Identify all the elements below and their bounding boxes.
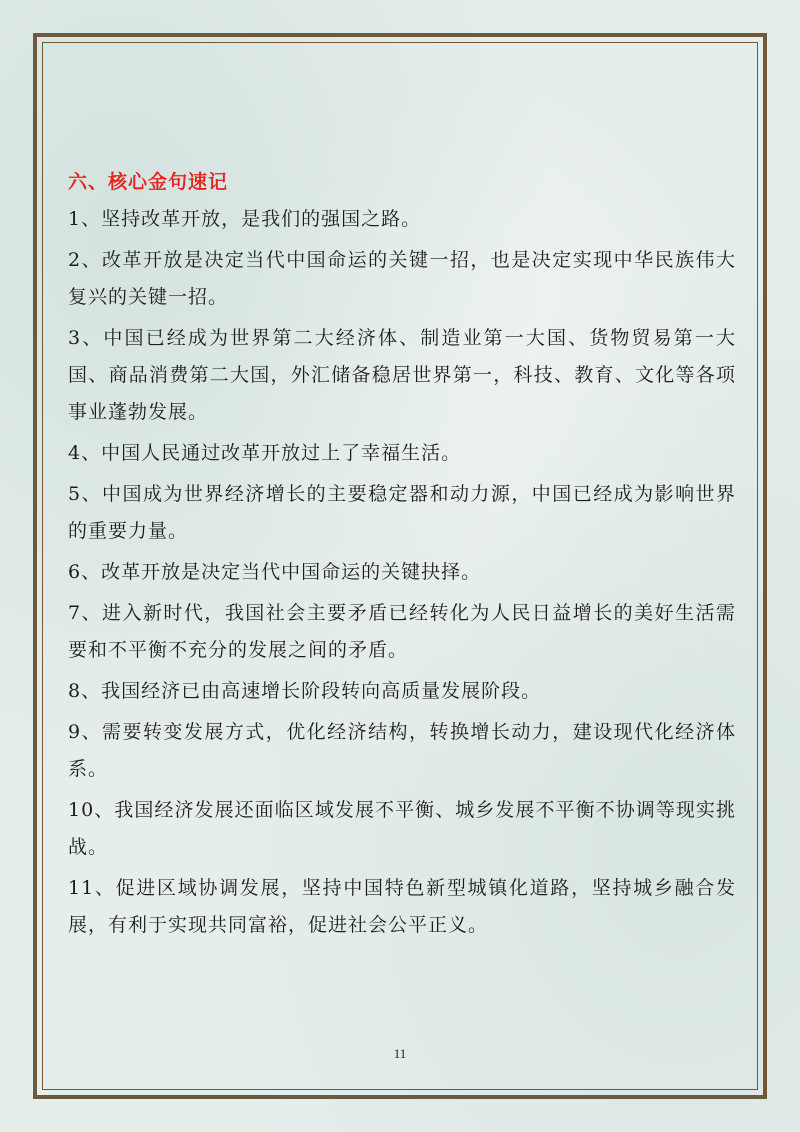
list-item: 6、改革开放是决定当代中国命运的关键抉择。 [68, 561, 482, 583]
document-body [68, 164, 736, 948]
page-number: 11 [393, 1046, 407, 1061]
section-heading: 六、核心金句速记 [68, 171, 229, 193]
list-item: 2、改革开放是决定当代中国命运的关键一招，也是决定实现中华民族伟大复兴的关键一招。 [68, 249, 736, 308]
list-item: 7、进入新时代，我国社会主要矛盾已经转化为人民日益增长的美好生活需要和不平衡不充分的发展之间的矛盾。 [68, 602, 736, 661]
list-item: 10、我国经济发展还面临区域发展不平衡、城乡发展不平衡不协调等现实挑战。 [68, 799, 736, 858]
list-item: 1、坚持改革开放，是我们的强国之路。 [68, 208, 422, 230]
list-item: 3、中国已经成为世界第二大经济体、制造业第一大国、货物贸易第一大国、商品消费第二大国，外汇储备稳居世界第一，科技、教育、文化等各项事业蓬勃发展。 [68, 327, 736, 423]
list-item: 4、中国人民通过改革开放过上了幸福生活。 [68, 442, 462, 464]
list-item: 9、需要转变发展方式，优化经济结构，转换增长动力，建设现代化经济体系。 [68, 721, 736, 780]
list-item: 11、促进区域协调发展，坚持中国特色新型城镇化道路，坚持城乡融合发展，有利于实现共同富裕，促进社会公平正义。 [68, 877, 736, 936]
list-item: 8、我国经济已由高速增长阶段转向高质量发展阶段。 [68, 680, 542, 702]
list-item: 5、中国成为世界经济增长的主要稳定器和动力源，中国已经成为影响世界的重要力量。 [68, 483, 736, 542]
